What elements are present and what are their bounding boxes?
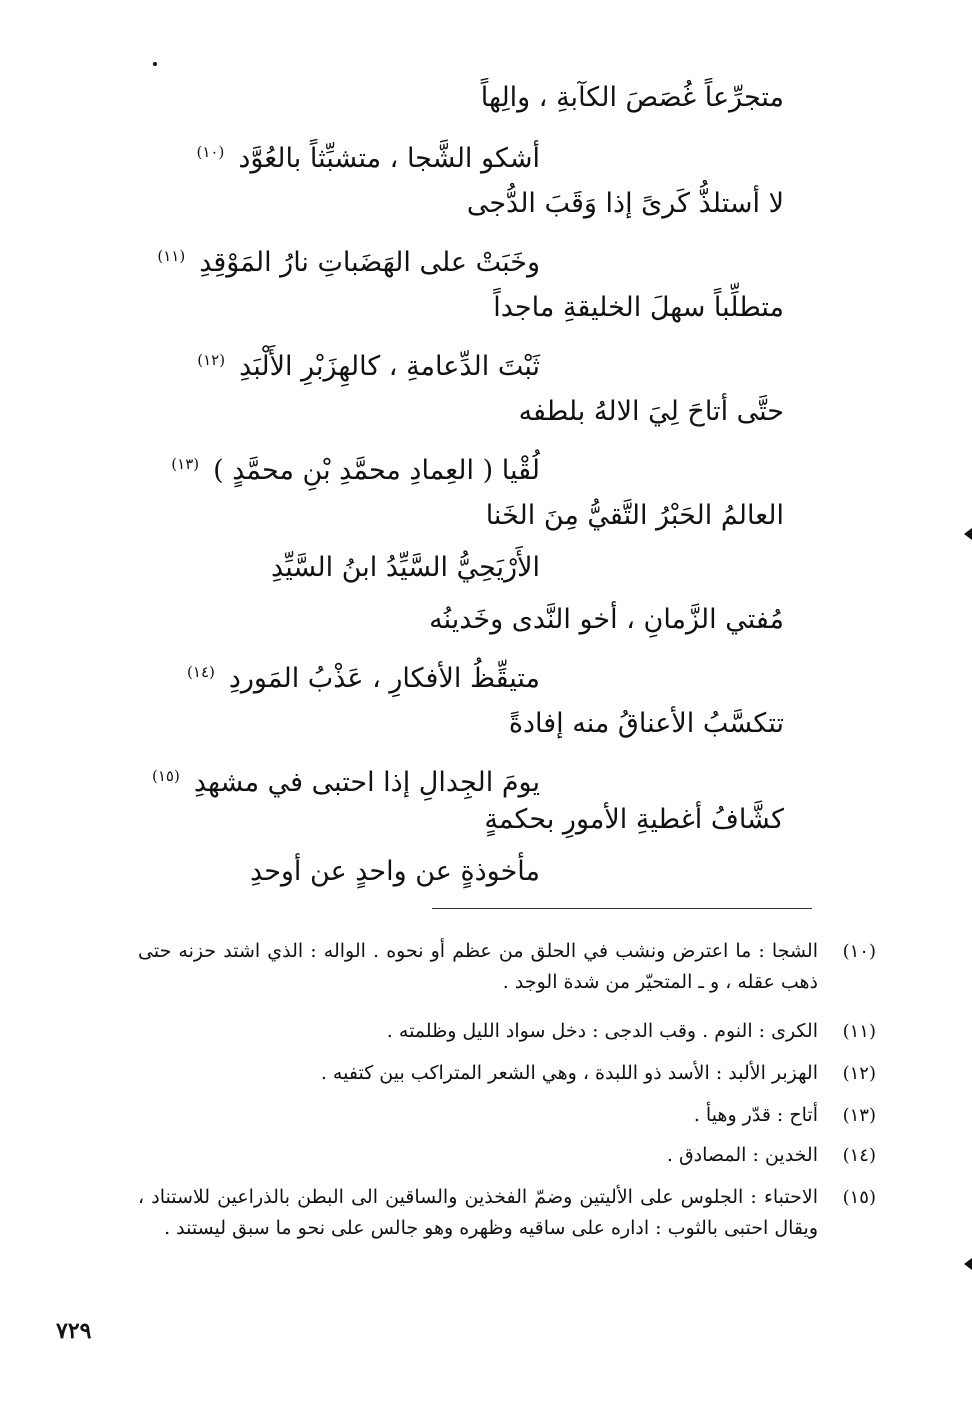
footnote-separator	[432, 908, 812, 909]
footnote-ref: (١٥)	[152, 767, 180, 785]
footnote-ref: (١١)	[157, 247, 186, 265]
footnote-text: الهزبر الألبد : الأسد ذو اللبدة ، وهي الشعر المتراكب بين كتفيه .	[320, 1062, 818, 1084]
verse-line: أشكو الشَّجا ، متشبِّثاً بالعُوَّد$^{(١٠)}$	[196, 143, 540, 174]
footnote-number: (١٥)	[842, 1187, 876, 1208]
footnote-text: الشجا : ما اعترض ونشب في الحلق من عظم أو نحوه . الواله : الذي اشتد حزنه حتى ذهب عقله ، و ـ المتحيّر من شدة الوجد .	[138, 940, 818, 993]
verse-line: يومَ الجِدالِ إذا احتبى في مشهدِ$^{(١٥)}$	[152, 767, 540, 798]
footnote-text: أتاح : قدّر وهيأ .	[693, 1104, 818, 1126]
verse-line: العالمُ الحَبْرُ التَّقيُّ مِنَ الخَنا	[485, 500, 784, 531]
footnote	[138, 1016, 876, 1047]
footnote-ref: (١٣)	[171, 455, 200, 473]
verse-line: حتَّى أتاحَ لِيَ الالهُ بلطفه	[518, 396, 784, 427]
footnote-ref: (١٢)	[197, 351, 226, 369]
verse-line: مُفتي الزَّمانِ ، أخو النَّدى وخَدينُه	[429, 604, 784, 635]
verse-line: متطلِّباً سهلَ الخليقةِ ماجداً	[493, 292, 784, 323]
verse-line: متجرِّعاً غُصَصَ الكآبةِ ، والِهاً	[480, 82, 784, 113]
page-number: ٧٢٩	[56, 1318, 92, 1344]
scan-edge-mark	[964, 1258, 972, 1270]
footnote	[138, 1058, 876, 1089]
footnote-number: (١٣)	[842, 1105, 876, 1126]
stray-dot	[153, 62, 157, 66]
footnote-number: (١٢)	[842, 1063, 876, 1084]
verse-line: مأخوذةٍ عن واحدٍ عن أوحدِ	[250, 856, 540, 887]
footnote	[138, 1182, 876, 1244]
verse-line: كشَّافُ أغطيةِ الأمورِ بحكمةٍ	[484, 804, 784, 835]
verse-line: ثَبْتَ الدِّعامةِ ، كالهِزَبْرِ الأَلْبَدِ$^{(١٢)}$	[197, 351, 540, 382]
footnote-text: الكرى : النوم . وقب الدجى : دخل سواد الليل وظلمته .	[386, 1020, 818, 1042]
footnote-text: الاحتباء : الجلوس على الأليتين وضمّ الفخذين والساقين الى البطن بالذراعين للاستناد ، ويقال احتبى بالثوب : اداره على ساقيه وظهره وهو جالس على نحو ما سبق ليستند .	[138, 1186, 818, 1239]
footnote-ref: (١٠)	[196, 143, 225, 161]
footnote-number: (١٠)	[842, 941, 876, 962]
footnote	[138, 936, 876, 998]
verse-line: وخَبَتْ على الهَضَباتِ نارُ المَوْقِدِ$^{(١١)}$	[157, 247, 540, 278]
scan-edge-mark	[964, 528, 972, 540]
footnote-text: الخدين : المصادق .	[666, 1144, 818, 1166]
verse-line: متيقِّظُ الأفكارِ ، عَذْبُ المَوردِ$^{(١٤)}$	[187, 663, 540, 694]
footnote-number: (١١)	[842, 1021, 876, 1042]
verse-line: لا أستلذُّ كَرىً إذا وَقَبَ الدُّجى	[466, 188, 784, 219]
verse-line: لُقْيا ( العِمادِ محمَّدِ بْنِ محمَّدٍ )$^{(١٣)}$	[171, 455, 540, 486]
verse-line: تتكسَّبُ الأعناقُ منه إفادةً	[508, 708, 784, 739]
footnote-ref: (١٤)	[187, 663, 215, 681]
footnote	[138, 1140, 876, 1171]
verse-line: الأَرْيَحِيُّ السَّيِّدُ ابنُ السَّيِّدِ	[271, 552, 540, 583]
footnote-number: (١٤)	[842, 1145, 876, 1166]
footnote	[138, 1100, 876, 1131]
